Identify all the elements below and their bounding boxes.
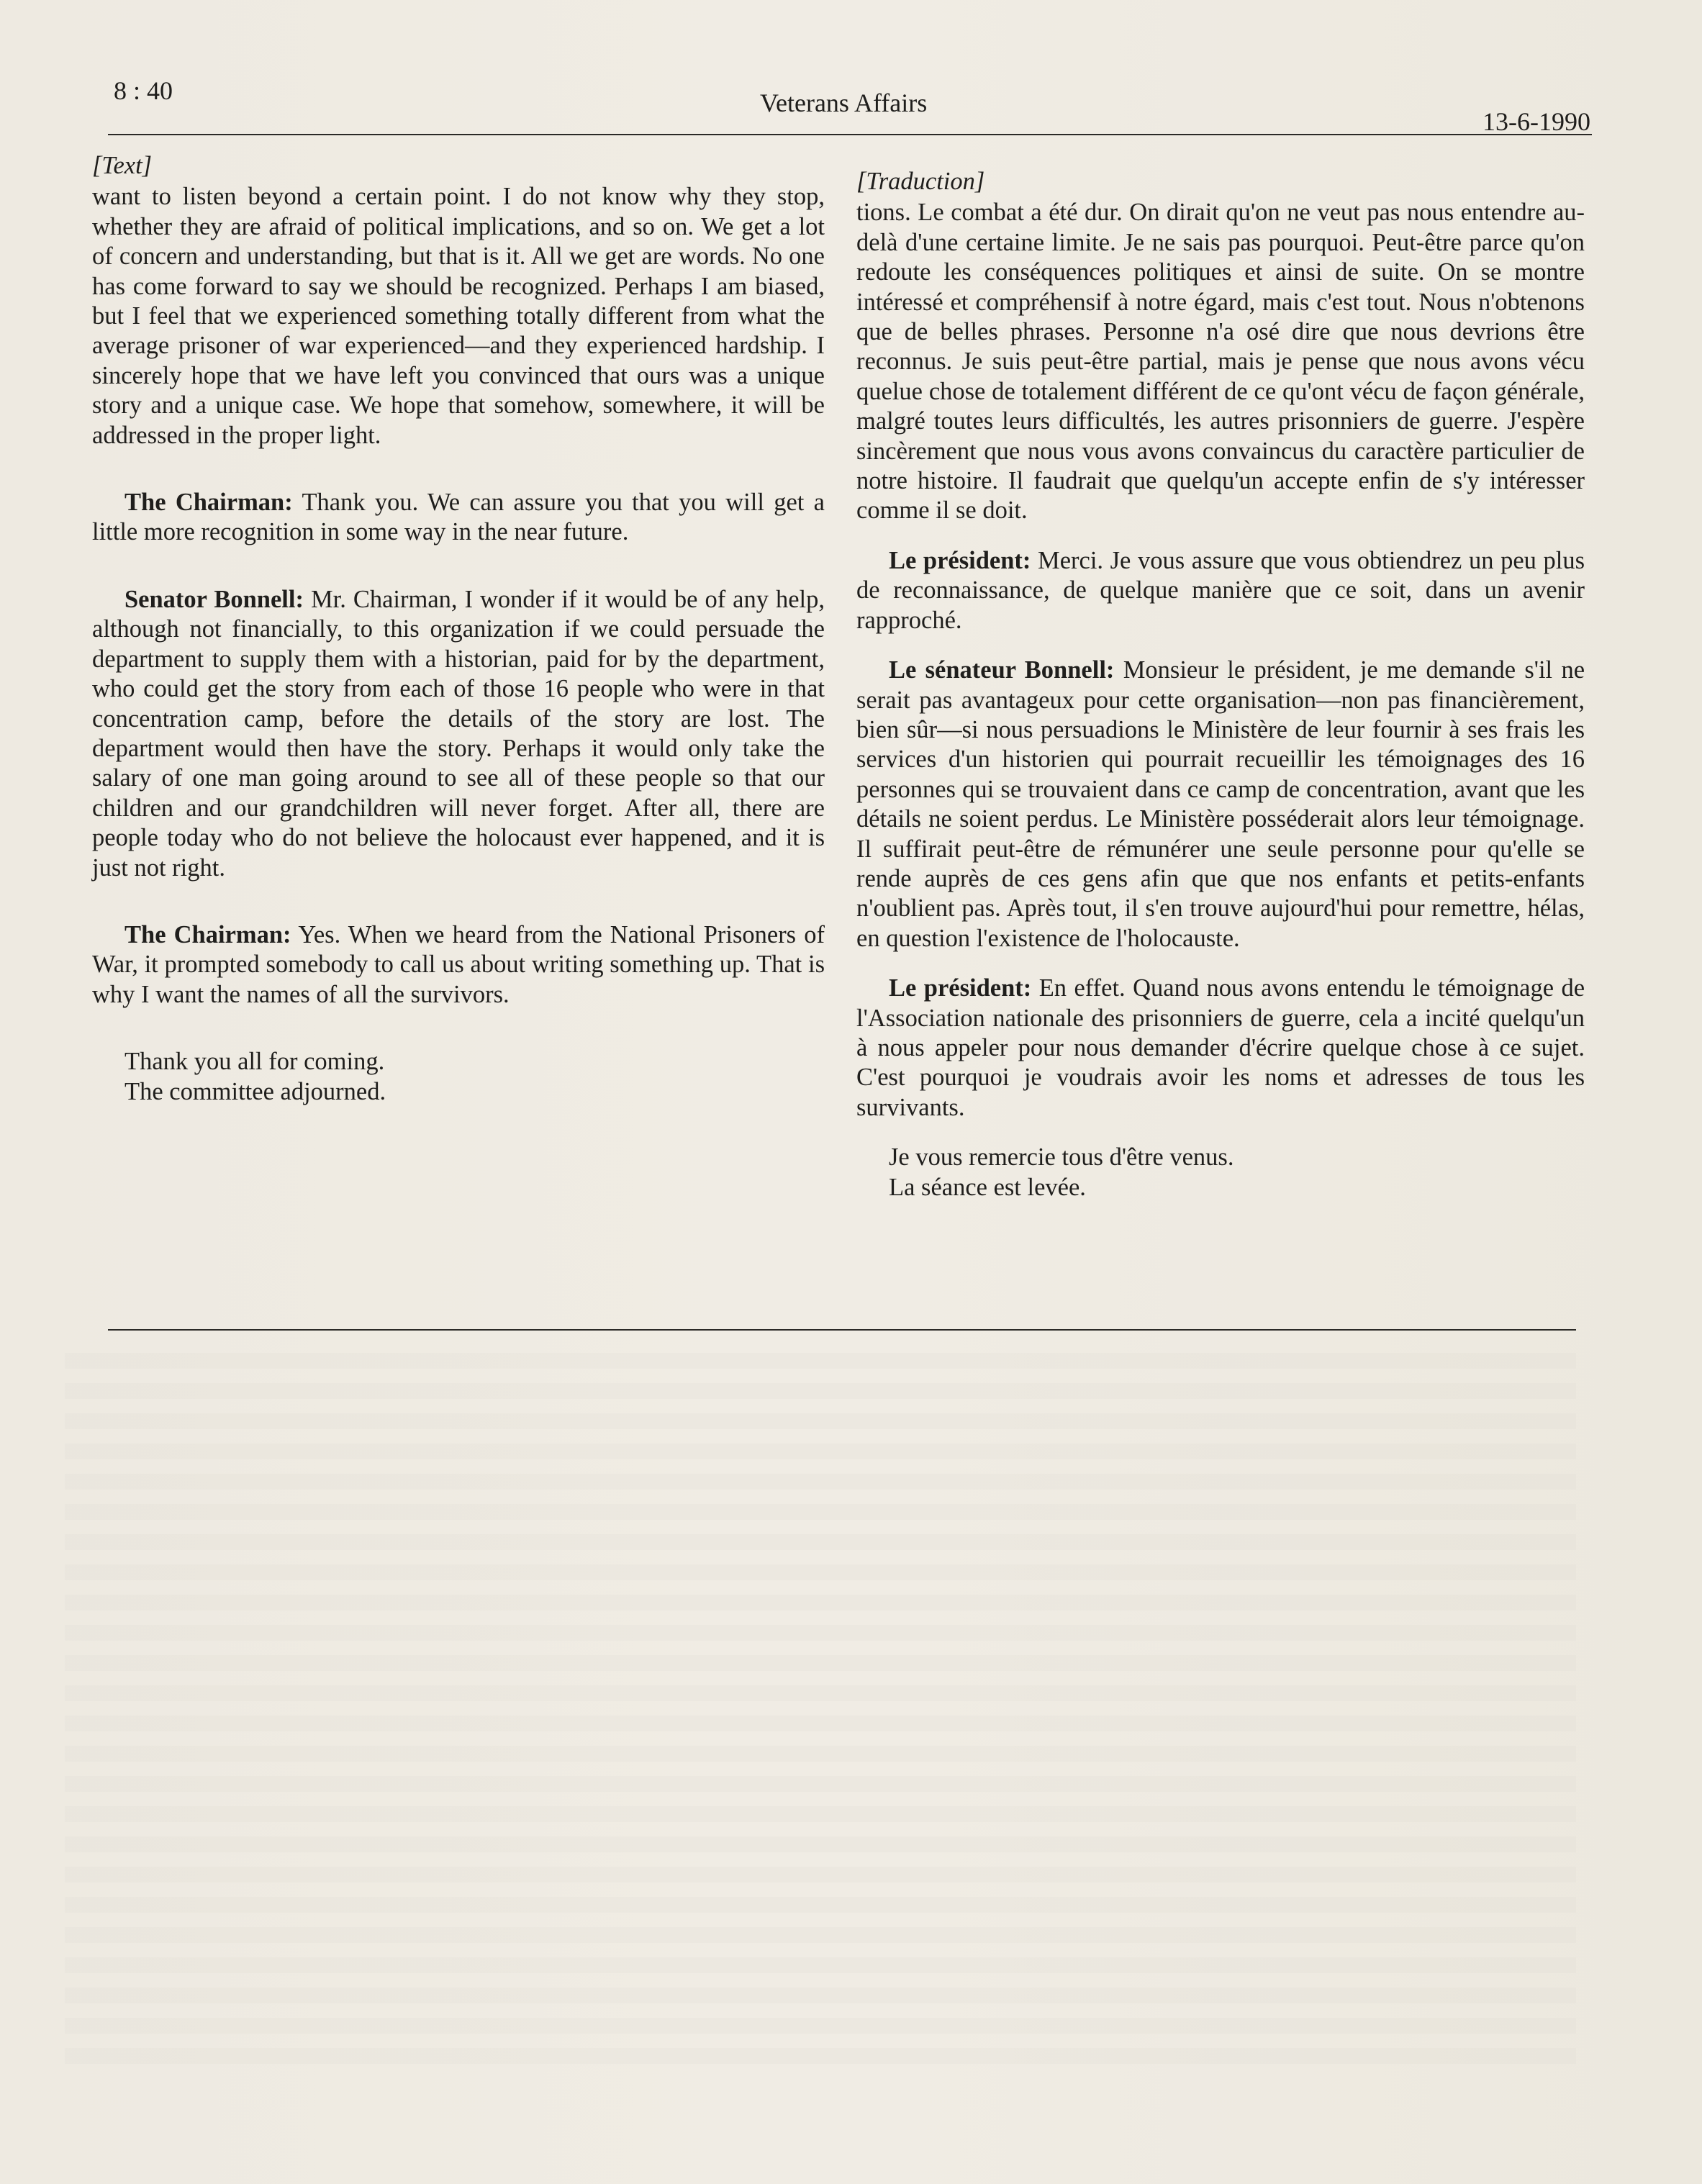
speaker-name: Le président: bbox=[889, 974, 1032, 1002]
speaker-name: Le président: bbox=[889, 546, 1031, 574]
running-title: Veterans Affairs bbox=[760, 89, 928, 117]
english-column bbox=[92, 151, 825, 1107]
bleed-through-area bbox=[65, 1353, 1576, 2072]
adjournment-line: The committee adjourned. bbox=[125, 1077, 386, 1105]
french-column bbox=[856, 167, 1585, 1202]
testimony-continuation: tions. Le combat a été dur. On dirait qu'on ne veut pas nous entendre au-delà d'une certaine limite. Je ne sais pas pourquoi. Peut-être parce qu'on redoute les conséquences politiques et ainsi de suite. On se montre intéressé et compréhensif à notre égard, mais c'est tout. Nous n'obtenons que de belles phrases. Personne n'a osé dire que nous devrions être reconnus. Je suis peut-être partial, mais je pense que nous avons vécu quelue chose de totalement différent de ce qu'ont vécu de façon générale, malgré toutes leurs difficultés, les autres prisonniers de guerre. J'espère sincèrement que nous vous avons convaincus du caractère particulier de notre histoire. Il faudrait que quelqu'un accepte enfin de s'y intéresser comme il se doit. bbox=[856, 199, 1585, 525]
section-label-traduction: [Traduction] bbox=[856, 168, 985, 195]
chairman-remark bbox=[92, 488, 825, 548]
senateur-bonnell-remark bbox=[856, 656, 1585, 953]
section-label-text: [Text] bbox=[92, 152, 153, 179]
remark-text: En effet. Quand nous avons entendu le témoignage de l'Association nationale des prisonniers de guerre, cela a incité quelqu'un à nous appeler pour nous demander d'écrire quelque chose à ce sujet. C'est pourquoi je voudrais avoir les noms et adresses de tous les survivants. bbox=[856, 974, 1585, 1121]
closing-line: Je vous remercie tous d'être venus. bbox=[889, 1143, 1234, 1172]
end-rule bbox=[108, 1329, 1576, 1331]
remark-text: Yes. When we heard from the National Prisoners of War, it prompted somebody to call us about writing something up. That is why I want the names of all the survivors. bbox=[92, 920, 825, 1008]
remark-text: Monsieur le président, je me demande s'il ne serait pas avantageux pour cette organisation—non pas financièrement, bien sûr—si nous persuadions le Ministère de leur fournir à ses frais les services d'un historien qui pourrait recueillir les témoignages des 16 personnes qui se trouvaient dans ce camp de concentration, avant que les détails ne soient perdus. Le Ministère posséderait alors leur témoignage. Il suffirait peut-être de rémunérer une seule personne pour qu'elle se rende auprès de ces gens afin que que nos enfants et petits-enfants n'oublient pas. Après tout, il s'en trouve aujourd'hui pour remettre, hélas, en question l'existence de l'holocauste. bbox=[856, 656, 1585, 952]
closing-line: Thank you all for coming. bbox=[125, 1048, 385, 1076]
remark-text: Thank you. We can assure you that you will get a little more recognition in some way in the near future. bbox=[92, 489, 825, 546]
remark-text: Merci. Je vous assure que vous obtiendrez un peu plus de reconnaissance, de quelque manière que ce soit, dans un avenir rapproché. bbox=[856, 546, 1585, 634]
speaker-name: The Chairman: bbox=[125, 920, 291, 948]
senator-bonnell-remark bbox=[92, 585, 825, 883]
president-remark bbox=[856, 546, 1585, 635]
page-number: 8 : 40 bbox=[114, 76, 173, 105]
testimony-continuation: want to listen beyond a certain point. I do not know why they stop, whether they are afraid of political implications, and so on. We get a lot of concern and understanding, but that is it. All we get are words. No one has come forward to say we should be recognized. Perhaps I am biased, but I feel that we experienced something totally different from what the average prisoner of war experienced—and they experienced hardship. I sincerely hope that we have left you convinced that ours was a unique story and a unique case. We hope that somehow, somewhere, it will be addressed in the proper light. bbox=[92, 183, 825, 449]
president-remark bbox=[856, 974, 1585, 1123]
adjournment-line: La séance est levée. bbox=[889, 1173, 1086, 1201]
speaker-name: Le sénateur Bonnell: bbox=[889, 656, 1115, 684]
remark-text: Mr. Chairman, I wonder if it would be of any help, although not financially, to this organization if we could persuade the department to supply them with a historian, paid for by the department, who could get the story from each of those 16 people who were in that concentration camp, before the details of the story are lost. The department would then have the story. Perhaps it would only take the salary of one man going around to see all of these people so that our children and our grandchildren will never forget. After all, there are people today who do not believe the holocaust ever happened, and it is just not right. bbox=[92, 585, 825, 882]
speaker-name: Senator Bonnell: bbox=[125, 585, 304, 613]
chairman-remark bbox=[92, 920, 825, 1010]
header-rule bbox=[108, 134, 1592, 135]
speaker-name: The Chairman: bbox=[125, 489, 293, 517]
header-date: 13-6-1990 bbox=[1483, 107, 1590, 136]
